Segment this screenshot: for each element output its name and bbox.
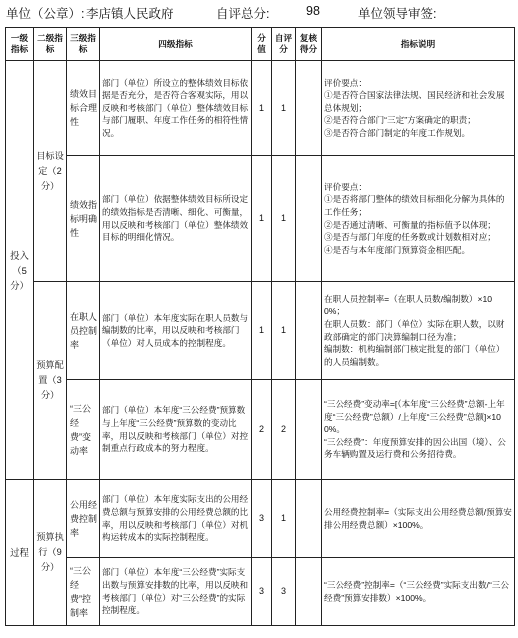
description-line: 公用经费控制率=（实际支出公用经费总额/预算安排公用经费总额）×100%。 <box>324 506 512 530</box>
evaluation-table <box>5 27 515 626</box>
review-score-cell <box>296 380 322 480</box>
indicator-l4: 部门（单位）所设立的整体绩效目标依据是否充分，是否符合客观实际，用以反映和考核部门（单位）整体绩效目标与部门履职、年度工作任务的相符性情况。 <box>100 61 252 156</box>
group-input: 投入（5分） <box>6 61 34 480</box>
form-header <box>0 0 518 24</box>
col-header-level4: 四级指标 <box>100 28 252 61</box>
table-row <box>6 61 515 156</box>
score-label: 自评总分: <box>216 7 270 21</box>
review-score-cell <box>296 282 322 380</box>
col-header-self-score: 自评分 <box>272 28 296 61</box>
indicator-l3: 绩效目标合理性 <box>67 61 100 156</box>
table-header-row <box>6 28 515 61</box>
group-budget-allocation: 预算配置（3分） <box>34 282 67 480</box>
unit-name: 李店镇人民政府 <box>86 7 174 21</box>
description-line: “三公经费”：年度预算安排的因公出国（境）、公务车辆购置及运行费和公务招待费。 <box>324 436 506 460</box>
group-process: 过程 <box>6 480 34 626</box>
col-header-review-score: 复核得分 <box>296 28 322 61</box>
score-value: 98 <box>306 4 320 18</box>
description-line: 在职人员控制率=（在职人员数/编制数）×100%； <box>324 293 493 317</box>
review-score-cell <box>296 61 322 156</box>
self-score-cell: 3 <box>272 558 296 626</box>
col-header-level2: 二级指标 <box>34 28 67 61</box>
description-line: ④是否与本年度部门预算资金相匹配。 <box>324 244 471 255</box>
description-line: ③是否符合部门制定的年度工作规划。 <box>324 127 471 138</box>
description-line: 编制数：机构编制部门核定批复的部门（单位）的人员编制数。 <box>324 344 505 367</box>
description-line: ①是否符合国家法律法规、国民经济和社会发展总体规划； <box>324 90 505 113</box>
score-cell: 3 <box>252 480 272 558</box>
self-score-cell: 1 <box>272 282 296 380</box>
table-row <box>6 480 515 558</box>
col-header-description: 指标说明 <box>322 28 515 61</box>
score-cell: 1 <box>252 282 272 380</box>
description-line: ②是否符合部门“三定”方案确定的职责； <box>324 115 476 126</box>
review-score-cell <box>296 156 322 282</box>
indicator-l4: 部门（单位）本年度“三公经费”预算数与上年度“三公经费”预算数的变动比率，用以反映和考核部门（单位）对控制重点行政成本的努力程度。 <box>100 380 252 480</box>
leader-label: 单位领导审签: <box>358 7 437 21</box>
indicator-l4: 部门（单位）本年度实际在职人员数与编制数的比率，用以反映和考核部门（单位）对人员成本的控制程度。 <box>100 282 252 380</box>
self-score-cell: 1 <box>272 480 296 558</box>
indicator-l4: 部门（单位）依据整体绩效目标所设定的绩效指标是否清晰、细化、可衡量，用以反映和考核部门（单位）整体绩效目标的明细化情况。 <box>100 156 252 282</box>
self-score-cell: 1 <box>272 61 296 156</box>
indicator-l3: “三公经费”变动率 <box>67 380 100 480</box>
indicator-l3: 在职人员控制率 <box>67 282 100 380</box>
group-budget-execution: 预算执行（9分） <box>34 480 67 626</box>
indicator-l3: 公用经费控制率 <box>67 480 100 558</box>
description-line: ③是否与部门年度的任务数或计划数相对应； <box>324 232 496 243</box>
review-score-cell <box>296 480 322 558</box>
description-cell <box>322 282 515 380</box>
self-score-cell: 1 <box>272 156 296 282</box>
col-header-level1: 一级指标 <box>6 28 34 61</box>
indicator-l4: 部门（单位）本年度“三公经费”实际支出数与预算安排数的比率，用以反映和考核部门（单位）对“三公经费”的实际控制程度。 <box>100 558 252 626</box>
col-header-level3: 三级指标 <box>67 28 100 61</box>
score-cell: 1 <box>252 156 272 282</box>
table-row <box>6 380 515 480</box>
description-line: ②是否通过清晰、可衡量的指标值予以体现； <box>324 219 496 230</box>
indicator-l3: 绩效指标明确性 <box>67 156 100 282</box>
score-cell: 3 <box>252 558 272 626</box>
table-row <box>6 156 515 282</box>
description-line: ①是否将部门整体的绩效目标细化分解为具体的工作任务； <box>324 194 505 217</box>
col-header-score: 分值 <box>252 28 272 61</box>
description-cell <box>322 558 515 626</box>
description-cell <box>322 61 515 156</box>
description-line: 在职人员数：部门（单位）实际在职人数，以财政部确定的部门决算编制口径为准； <box>324 318 505 342</box>
indicator-l4: 部门（单位）本年度实际支出的公用经费总额与预算安排的公用经费总额的比率，用以反映和考核部门（单位）对机构运转成本的实际控制程度。 <box>100 480 252 558</box>
group-target-setting: 目标设定（2分） <box>34 61 67 282</box>
score-cell: 1 <box>252 61 272 156</box>
unit-label: 单位（公章）: <box>6 7 85 21</box>
indicator-l3: “三公经费”控制率 <box>67 558 100 626</box>
description-cell <box>322 156 515 282</box>
description-line: 评价要点： <box>324 77 367 88</box>
description-cell <box>322 480 515 558</box>
score-cell: 2 <box>252 380 272 480</box>
description-line: “三公经费”控制率=（“三公经费”实际支出数/“三公经费”预算安排数）×100%。 <box>324 579 509 603</box>
table-row <box>6 282 515 380</box>
description-line: 评价要点： <box>324 181 367 192</box>
table-row <box>6 558 515 626</box>
review-score-cell <box>296 558 322 626</box>
description-cell <box>322 380 515 480</box>
description-line: “三公经费”变动率=[（本年度“三公经费”总额-上年度“三公经费”总额）/上年度“三公经费”总额]×100%。 <box>324 399 505 435</box>
self-score-cell: 2 <box>272 380 296 480</box>
